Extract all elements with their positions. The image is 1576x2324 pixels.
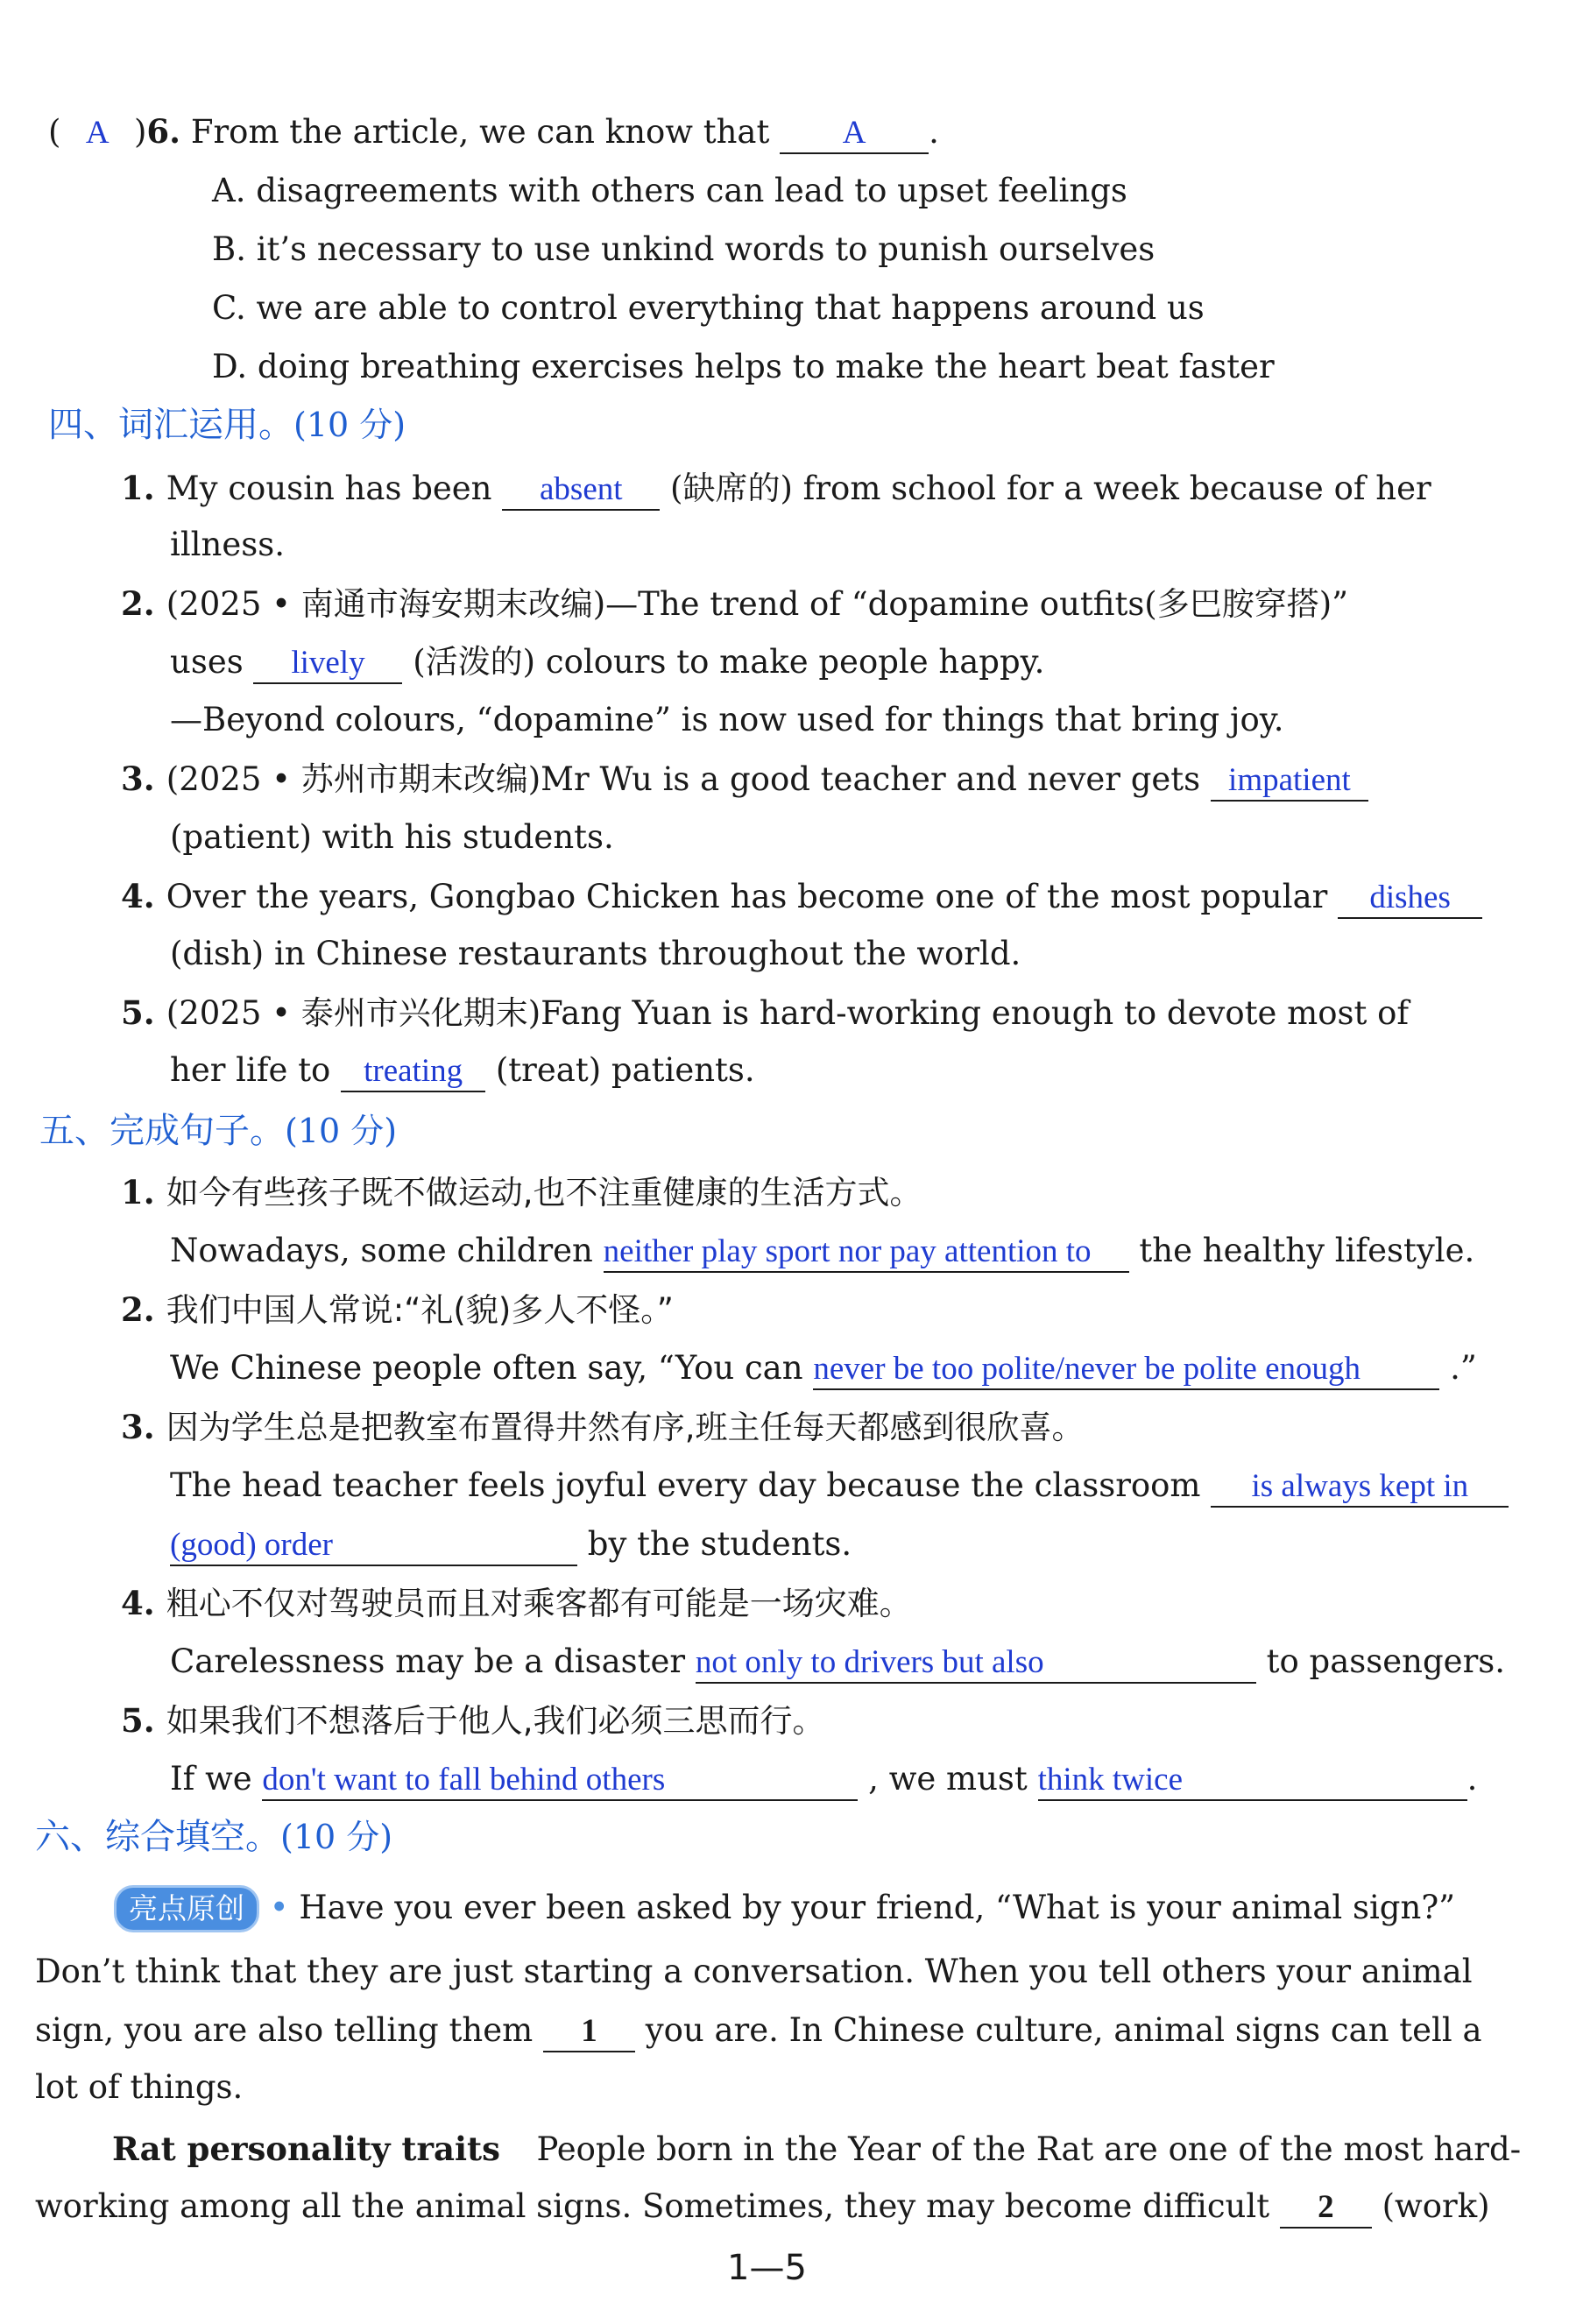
s4-item-3-cont: (patient) with his students. [170, 818, 614, 856]
s4-1-answer: absent [502, 470, 660, 511]
s5-item-3-en-cont: (good) order by the students. [170, 1522, 852, 1566]
s4-2-answer: lively [253, 644, 402, 684]
s6-para1-line1: 亮点原创 • Have you ever been asked by your friend, “What is your animal sign?” [114, 1885, 1455, 1932]
s4-item-1: 1. My cousin has been absent (缺席的) from school for a week because of her [121, 466, 1431, 511]
s4-item-1-cont: illness. [170, 526, 285, 563]
s4-item-5-line2: her life to treating (treat) patients. [170, 1049, 755, 1092]
s5-item-5-en: If we don't want to fall behind others , we must think twice . [170, 1757, 1477, 1801]
q6-option-b: B. it’s necessary to use unkind words to punish ourselves [212, 230, 1155, 268]
q6-stem: ( A )6. From the article, we can know that A . [48, 109, 939, 155]
q6-option-a: A. disagreements with others can lead to upset feelings [212, 172, 1127, 209]
s4-5-answer: treating [341, 1052, 485, 1092]
s5-item-5-cn: 5. 如果我们不想落后于他人,我们必须三思而行。 [121, 1701, 825, 1740]
section-6-title: 六、综合填空。(10 分) [35, 1817, 393, 1857]
blank-1: 1 [543, 2012, 635, 2052]
s5-item-4-cn: 4. 粗心不仅对驾驶员而且对乘客都有可能是一场灾难。 [121, 1584, 912, 1622]
s5-4-answer: not only to drivers but also [696, 1643, 1256, 1684]
badge-dot: • [269, 1889, 289, 1926]
s5-item-2-en: We Chinese people often say, “You can never be too polite/never be polite enough .” [170, 1346, 1477, 1390]
s5-1-answer: neither play sport nor pay attention to [604, 1233, 1129, 1273]
s6-para2-line1: Rat personality traits People born in the Year of the Rat are one of the most hard- [112, 2130, 1522, 2168]
q6-option-c: C. we are able to control everything that happens around us [212, 289, 1205, 327]
s4-3-answer: impatient [1211, 761, 1368, 802]
original-badge: 亮点原创 [114, 1885, 259, 1932]
s5-5-answer-2: think twice [1038, 1761, 1467, 1801]
s5-2-answer: never be too polite/never be polite enough [813, 1350, 1439, 1390]
s5-3-answer-cont: (good) order [170, 1526, 577, 1566]
s4-4-answer: dishes [1338, 879, 1482, 919]
page-number: 1—5 [727, 2248, 807, 2288]
s4-item-2-line3: —Beyond colours, “dopamine” is now used for things that bring joy. [170, 701, 1284, 738]
s5-item-1-en: Nowadays, some children neither play sport nor pay attention to the healthy lifestyle. [170, 1229, 1474, 1273]
blank-2: 2 [1280, 2188, 1372, 2229]
q6-answer-blank: A [780, 114, 929, 154]
s4-item-4-cont: (dish) in Chinese restaurants throughout the world. [170, 935, 1021, 972]
s4-item-2-line2: uses lively (活泼的) colours to make people happy. [170, 640, 1044, 684]
q6-option-d: D. doing breathing exercises helps to make the heart beat faster [212, 348, 1275, 385]
s5-item-3-cn: 3. 因为学生总是把教室布置得井然有序,班主任每天都感到很欣喜。 [121, 1408, 1085, 1446]
s5-item-2-cn: 2. 我们中国人常说:“礼(貌)多人不怪。” [121, 1290, 674, 1329]
s5-3-answer: is always kept in [1211, 1467, 1509, 1508]
s4-item-4: 4. Over the years, Gongbao Chicken has become one of the most popular dishes [121, 874, 1482, 919]
s6-para2-line2: working among all the animal signs. Sometimes, they may become difficult 2 (work) [35, 2185, 1490, 2229]
s4-item-5: 5. (2025 • 泰州市兴化期末)Fang Yuan is hard-working enough to devote most of [121, 993, 1410, 1032]
s5-5-answer-1: don't want to fall behind others [262, 1761, 858, 1801]
s6-para1-line4: lot of things. [35, 2068, 244, 2106]
rat-traits-heading: Rat personality traits [112, 2130, 500, 2168]
s5-item-3-en: The head teacher feels joyful every day because the classroom is always kept in [170, 1464, 1509, 1508]
q6-choice: A [85, 115, 110, 151]
section-4-title: 四、词汇运用。(10 分) [48, 405, 406, 445]
s6-para1-line3: sign, you are also telling them 1 you are. In Chinese culture, animal signs can tell a [35, 2009, 1482, 2052]
s4-item-3: 3. (2025 • 苏州市期末改编)Mr Wu is a good teacher and never gets impatient [121, 757, 1368, 802]
s6-para1-line2: Don’t think that they are just starting a conversation. When you tell others your animal [35, 1953, 1473, 1990]
s5-item-4-en: Carelessness may be a disaster not only to drivers but also to passengers. [170, 1640, 1505, 1684]
section-5-title: 五、完成句子。(10 分) [39, 1111, 398, 1151]
s4-item-2: 2. (2025 • 南通市海安期末改编)—The trend of “dopamine outfits(多巴胺穿搭)” [121, 584, 1349, 623]
s5-item-1-cn: 1. 如今有些孩子既不做运动,也不注重健康的生活方式。 [121, 1173, 922, 1211]
